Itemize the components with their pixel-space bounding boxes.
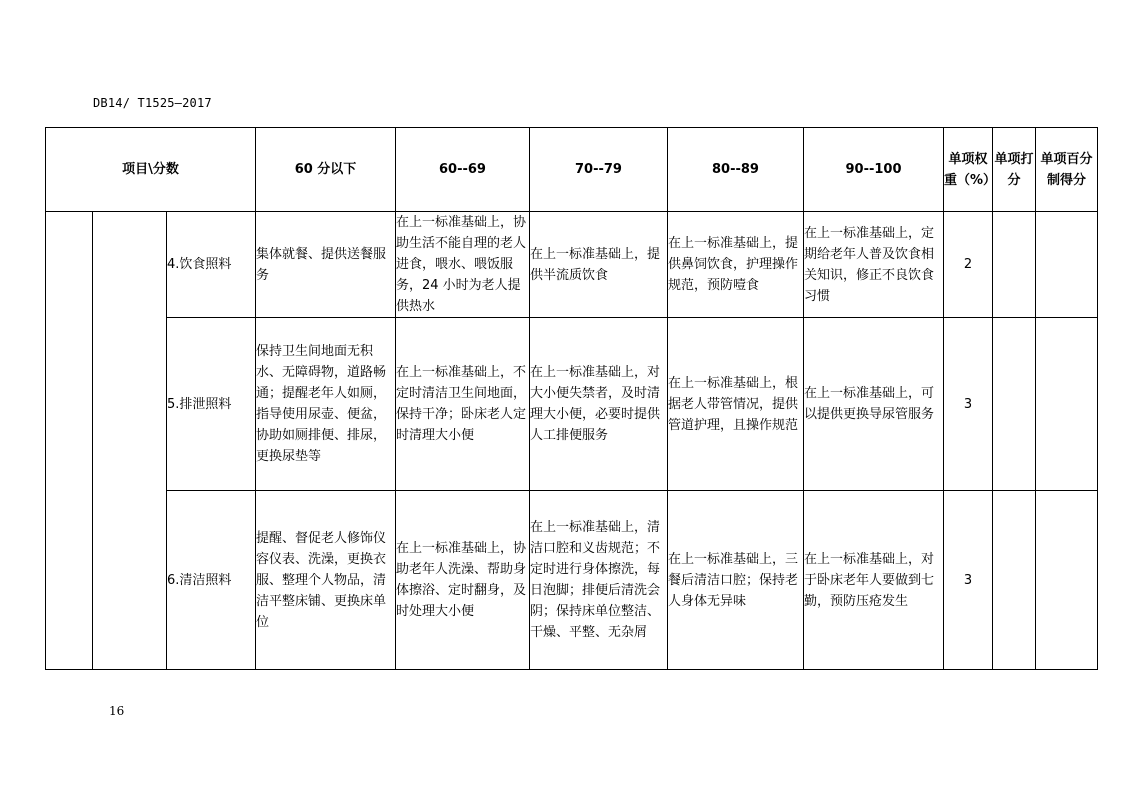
percent-score-cell[interactable] — [1036, 491, 1098, 670]
criteria-90-100: 在上一标准基础上，对于卧床老年人要做到七勤，预防压疮发生 — [804, 491, 944, 670]
header-percent-score: 单项百分制得分 — [1036, 128, 1098, 212]
score-cell[interactable] — [993, 491, 1036, 670]
criteria-70-79: 在上一标准基础上，清洁口腔和义齿规范；不定时进行身体擦洗，每日泡脚；排便后清洗会阴；保持床单位整洁、干燥、平整、无杂屑 — [530, 491, 668, 670]
weight-value: 3 — [944, 318, 993, 491]
header-item: 项目\分数 — [46, 128, 256, 212]
criteria-below-60: 提醒、督促老人修饰仪容仪表、洗澡，更换衣服、整理个人物品，清洁平整床铺、更换床单位 — [256, 491, 396, 670]
table-row — [46, 212, 1098, 318]
criteria-70-79: 在上一标准基础上，提供半流质饮食 — [530, 212, 668, 318]
criteria-90-100: 在上一标准基础上，定期给老年人普及饮食相关知识，修正不良饮食习惯 — [804, 212, 944, 318]
criteria-80-89: 在上一标准基础上，根据老人带管情况，提供管道护理，且操作规范 — [668, 318, 804, 491]
header-row — [46, 128, 1098, 212]
header-score: 单项打分 — [993, 128, 1036, 212]
criteria-below-60: 保持卫生间地面无积水、无障碍物，道路畅通；提醒老年人如厕，指导使用尿壶、便盆，协助如厕排便、排尿，更换尿垫等 — [256, 318, 396, 491]
score-cell[interactable] — [993, 212, 1036, 318]
weight-value: 2 — [944, 212, 993, 318]
header-90-100: 90--100 — [804, 128, 944, 212]
header-80-89: 80--89 — [668, 128, 804, 212]
header-below-60: 60 分以下 — [256, 128, 396, 212]
table-row — [46, 318, 1098, 491]
criteria-80-89: 在上一标准基础上，提供鼻饲饮食，护理操作规范，预防噎食 — [668, 212, 804, 318]
criteria-below-60: 集体就餐、提供送餐服务 — [256, 212, 396, 318]
category-cell — [46, 212, 93, 670]
percent-score-cell[interactable] — [1036, 318, 1098, 491]
header-60-69: 60--69 — [396, 128, 530, 212]
table-row — [46, 491, 1098, 670]
page-number: 16 — [109, 704, 125, 718]
criteria-80-89: 在上一标准基础上，三餐后清洁口腔；保持老人身体无异味 — [668, 491, 804, 670]
item-name: 4.饮食照料 — [167, 212, 256, 318]
score-cell[interactable] — [993, 318, 1036, 491]
criteria-90-100: 在上一标准基础上，可以提供更换导尿管服务 — [804, 318, 944, 491]
weight-value: 3 — [944, 491, 993, 670]
item-name: 6.清洁照料 — [167, 491, 256, 670]
criteria-60-69: 在上一标准基础上，协助老年人洗澡、帮助身体擦浴、定时翻身，及时处理大小便 — [396, 491, 530, 670]
scoring-table — [45, 127, 1098, 670]
criteria-60-69: 在上一标准基础上，协助生活不能自理的老人进食，喂水、喂饭服务，24 小时为老人提供热水 — [396, 212, 530, 318]
criteria-70-79: 在上一标准基础上，对大小便失禁者，及时清理大小便，必要时提供人工排便服务 — [530, 318, 668, 491]
subcategory-cell — [93, 212, 167, 670]
criteria-60-69: 在上一标准基础上，不定时清洁卫生间地面，保持干净；卧床老人定时清理大小便 — [396, 318, 530, 491]
document-code: DB14/ T1525—2017 — [93, 96, 212, 110]
percent-score-cell[interactable] — [1036, 212, 1098, 318]
header-weight: 单项权重（%） — [944, 128, 993, 212]
header-70-79: 70--79 — [530, 128, 668, 212]
item-name: 5.排泄照料 — [167, 318, 256, 491]
